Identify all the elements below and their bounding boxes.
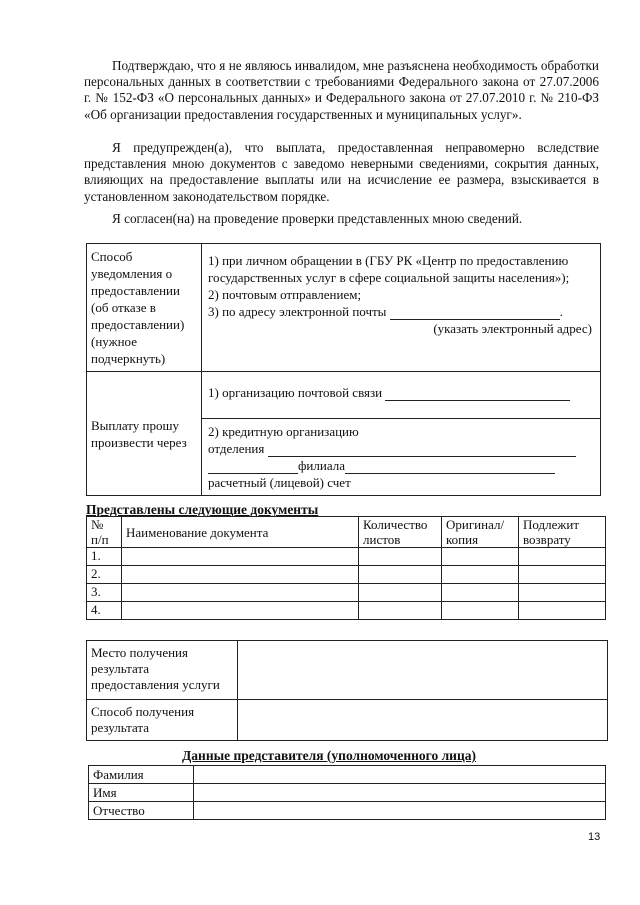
notification-payment-table <box>86 243 601 496</box>
documents-table <box>86 516 606 620</box>
consent-paragraph-2 <box>84 140 599 205</box>
consent-text-3: Я согласен(на) на проведение проверки представленных мною сведений. <box>112 211 523 226</box>
doc-return-cell[interactable] <box>519 602 606 620</box>
bank-dept-label: отделения <box>208 441 265 456</box>
bank-dept-line[interactable] <box>268 444 576 457</box>
doc-original-cell[interactable] <box>442 584 519 602</box>
table-row <box>87 566 606 584</box>
doc-original-cell[interactable] <box>442 602 519 620</box>
payment-option-post-label: 1) организацию почтовой связи <box>208 385 383 400</box>
row-number: 3. <box>87 584 122 602</box>
consent-text-2: Я предупрежден(а), что выплата, предоставленная неправомерно вследствие представления мною документов с заведомо неверными сведениями, сокрытия данных, влияющих на предоставление выплаты или на исчисление ее размера, взыскивается в установленном законодательством порядке. <box>84 140 599 204</box>
col-count-header: Количество листов <box>359 517 442 548</box>
bank-branch-row <box>208 457 594 474</box>
doc-return-cell[interactable] <box>519 548 606 566</box>
notify-method-label: Способ уведомления о предоставлении (об отказе в предоставлении) (нужное подчеркнуть) <box>87 244 202 372</box>
row-number: 1. <box>87 548 122 566</box>
representative-heading: Данные представителя (уполномоченного лица) <box>182 748 476 763</box>
consent-text-1: Подтверждаю, что я не являюсь инвалидом, мне разъяснена необходимость обработки персональных данных в соответствии с требованиями Федерального закона от 27.07.2006 г. № 152-ФЗ «О персональных данных» и Федерального закона от 27.07.2010 г. № 210-ФЗ «Об организации предоставления государственных и муниципальных услуг». <box>84 58 599 122</box>
surname-label: Фамилия <box>89 766 194 784</box>
email-hint: (указать электронный адрес) <box>433 321 592 336</box>
col-original-header: Оригинал/копия <box>442 517 519 548</box>
doc-count-cell[interactable] <box>359 602 442 620</box>
doc-original-cell[interactable] <box>442 548 519 566</box>
col-name-header: Наименование документа <box>122 517 359 548</box>
result-place-label: Место получения результата предоставления услуги <box>87 641 238 700</box>
notify-option-email[interactable] <box>208 303 594 320</box>
representative-table <box>88 765 606 820</box>
notify-option-post[interactable]: 2) почтовым отправлением; <box>208 287 362 302</box>
result-method-value[interactable] <box>238 700 608 741</box>
row-number: 2. <box>87 566 122 584</box>
row-number: 4. <box>87 602 122 620</box>
doc-original-cell[interactable] <box>442 566 519 584</box>
table-row <box>87 548 606 566</box>
payment-option-bank[interactable] <box>202 419 600 495</box>
bank-branch-prefix-line[interactable] <box>208 461 298 474</box>
doc-name-cell[interactable] <box>122 602 359 620</box>
col-return-header: Подлежит возврату <box>519 517 606 548</box>
doc-return-cell[interactable] <box>519 566 606 584</box>
doc-count-cell[interactable] <box>359 566 442 584</box>
col-number-header: № п/п <box>87 517 122 548</box>
email-line-end: . <box>559 304 563 319</box>
email-input-line[interactable] <box>390 307 560 320</box>
table-row <box>87 602 606 620</box>
payment-options-cell <box>202 372 601 496</box>
page-number: 13 <box>588 831 601 843</box>
doc-name-cell[interactable] <box>122 566 359 584</box>
doc-return-cell[interactable] <box>519 584 606 602</box>
payment-method-label: Выплату прошу произвести через <box>87 372 202 496</box>
post-org-line[interactable] <box>385 388 570 401</box>
result-method-label: Способ получения результата <box>87 700 238 741</box>
payment-option-post[interactable] <box>202 372 600 419</box>
name-label: Имя <box>89 784 194 802</box>
notify-options-cell <box>202 244 601 372</box>
doc-name-cell[interactable] <box>122 584 359 602</box>
result-table <box>86 640 608 741</box>
result-place-value[interactable] <box>238 641 608 700</box>
bank-branch-label: филиала <box>298 458 345 473</box>
doc-count-cell[interactable] <box>359 584 442 602</box>
bank-account-label: расчетный (лицевой) счет <box>208 475 351 490</box>
surname-field[interactable] <box>194 766 606 784</box>
bank-branch-line[interactable] <box>345 461 555 474</box>
patronymic-label: Отчество <box>89 802 194 820</box>
name-field[interactable] <box>194 784 606 802</box>
doc-name-cell[interactable] <box>122 548 359 566</box>
patronymic-field[interactable] <box>194 802 606 820</box>
consent-paragraph-3 <box>84 211 599 227</box>
consent-paragraph-1 <box>84 58 599 123</box>
table-row <box>87 584 606 602</box>
payment-option-bank-label: 2) кредитную организацию <box>208 424 359 439</box>
bank-dept-row <box>208 440 594 457</box>
notify-option-email-label: 3) по адресу электронной почты <box>208 304 387 319</box>
documents-heading: Представлены следующие документы <box>86 502 319 517</box>
notify-option-in-person[interactable]: 1) при личном обращении в (ГБУ РК «Центр по предоставлению государственных услуг в сфере социальной защиты населения»); <box>208 253 570 285</box>
doc-count-cell[interactable] <box>359 548 442 566</box>
